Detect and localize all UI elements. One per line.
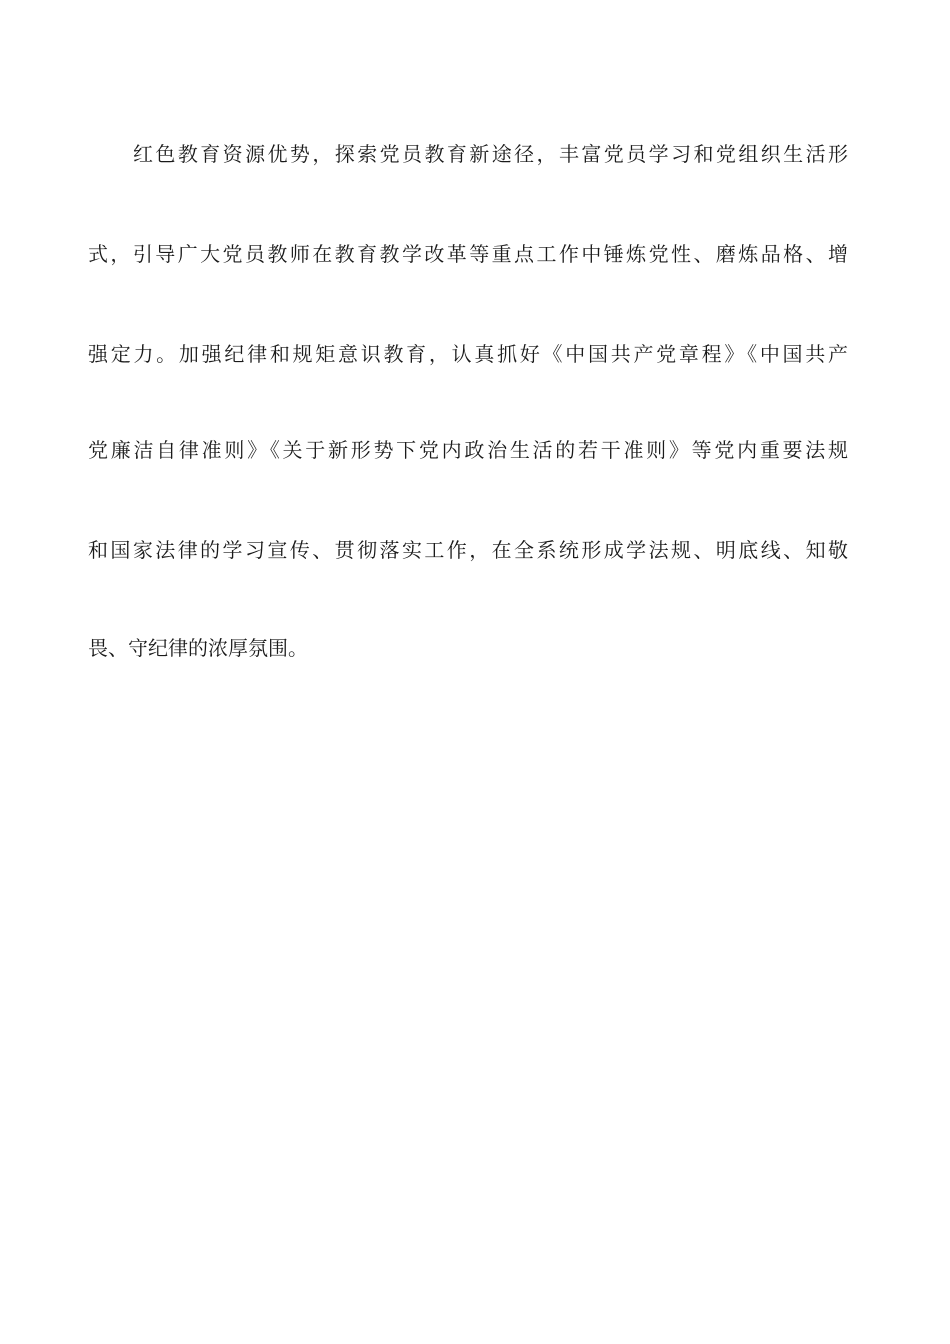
paragraph-line-4: 党廉洁自律准则》《关于新形势下党内政治生活的若干准则》等党内重要法规 xyxy=(88,438,848,462)
paragraph-line-6: 畏、守纪律的浓厚氛围。 xyxy=(88,636,308,660)
paragraph-line-2: 式，引导广大党员教师在教育教学改革等重点工作中锤炼党性、磨炼品格、增 xyxy=(88,242,848,266)
paragraph-line-3: 强定力。加强纪律和规矩意识教育，认真抓好《中国共产党章程》《中国共产 xyxy=(88,342,848,366)
paragraph-line-1: 红色教育资源优势，探索党员教育新途径，丰富党员学习和党组织生活形 xyxy=(133,142,848,166)
paragraph-line-5: 和国家法律的学习宣传、贯彻落实工作，在全系统形成学法规、明底线、知敬 xyxy=(88,538,848,562)
